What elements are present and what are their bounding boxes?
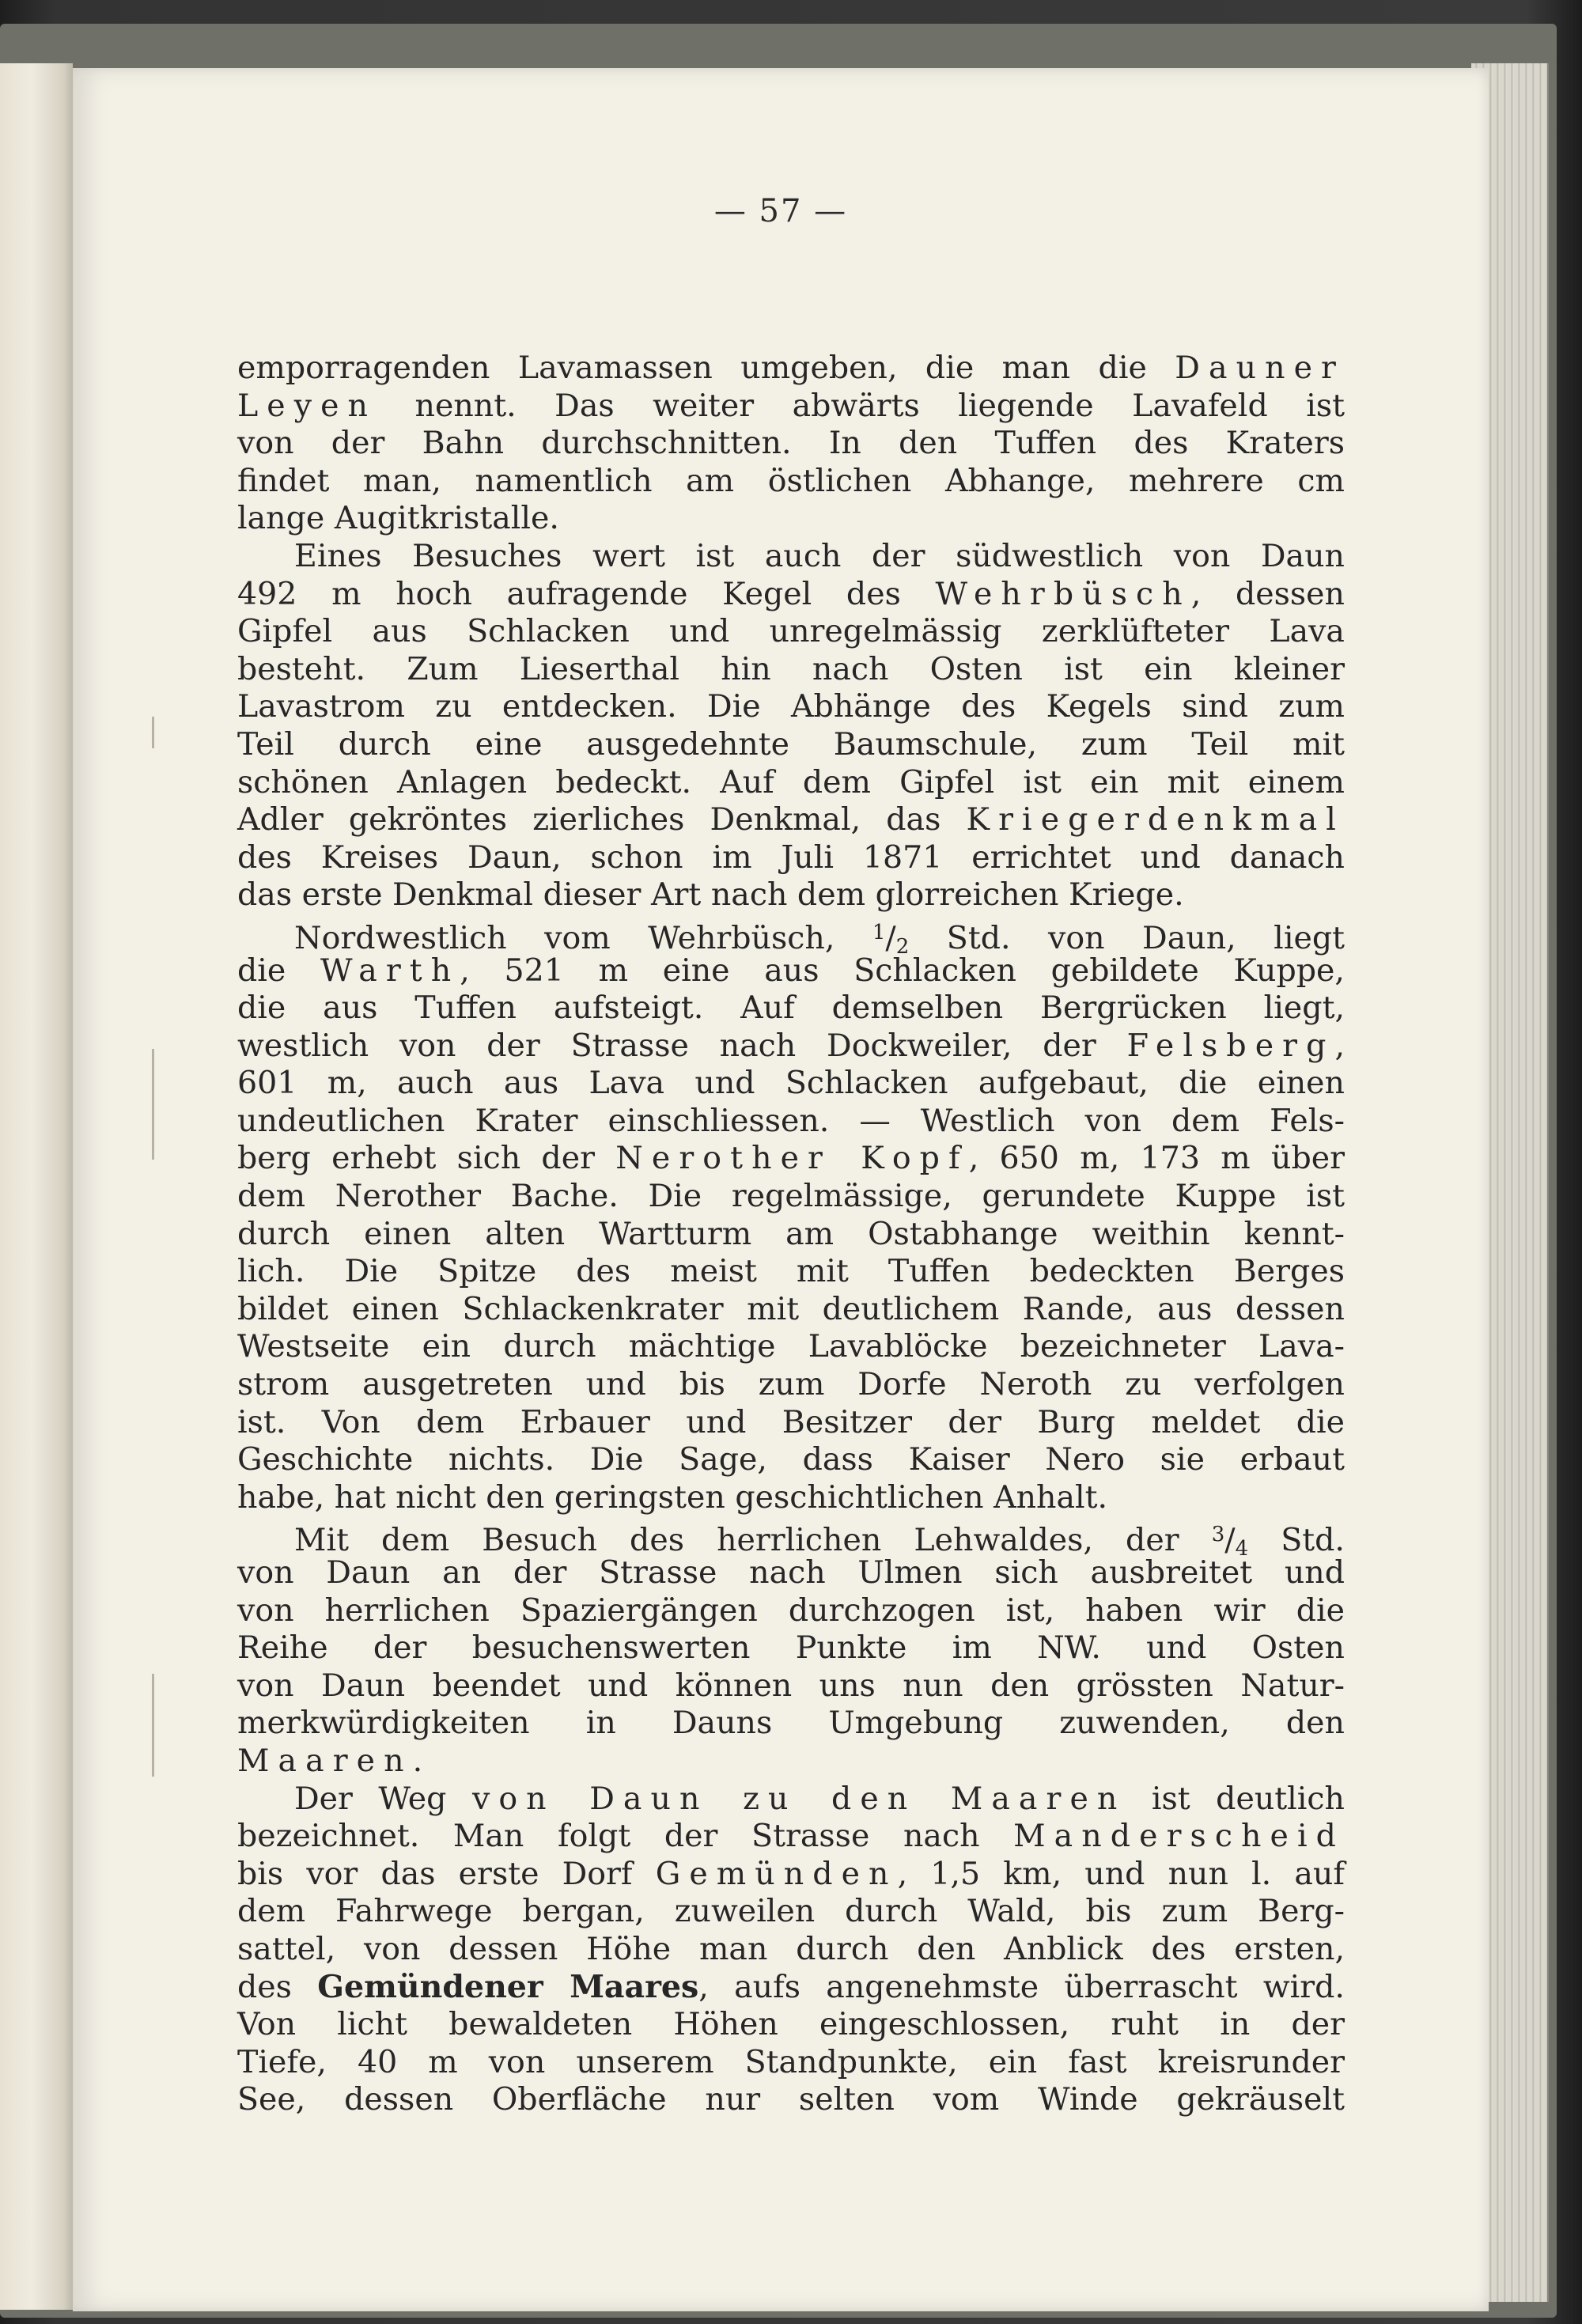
body-text xyxy=(237,350,1345,2119)
text-line: besteht. Zum Lieserthal hin nach Osten ist ein kleiner xyxy=(237,650,1345,687)
text-line: die Warth, 521 m eine aus Schlacken gebildete Kuppe, xyxy=(237,952,1345,989)
text-line: Reihe der besuchenswerten Punkte im NW. und Osten xyxy=(237,1629,1345,1667)
text-line: Eines Besuches wert ist auch der südwestlich von Daun xyxy=(294,537,1345,574)
text-line: merkwürdigkeiten in Dauns Umgebung zuwenden, den xyxy=(237,1705,1345,1742)
text-line: berg erhebt sich der Nerother Kopf, 650 m, 173 m über xyxy=(237,1140,1345,1177)
text-line: bezeichnet. Man folgt der Strasse nach Manderscheid xyxy=(237,1818,1345,1855)
text-line: 601 m, auch aus Lava und Schlacken aufgebaut, die einen xyxy=(237,1065,1345,1102)
text-line: bis vor das erste Dorf Gemünden, 1,5 km, und nun l. auf xyxy=(237,1855,1345,1892)
text-line: Gipfel aus Schlacken und unregelmässig zerklüfteter Lava xyxy=(237,613,1345,650)
text-line: Von licht bewaldeten Höhen eingeschlossen, ruht in der xyxy=(237,2006,1345,2043)
text-line: Maaren. xyxy=(237,1742,423,1779)
text-line: Nordwestlich vom Wehrbüsch, $^1$/2 Std. von Daun, liegt xyxy=(294,919,1345,959)
text-line: See, dessen Oberfläche nur selten vom Winde gekräuselt xyxy=(237,2081,1345,2118)
text-line: durch einen alten Wartturm am Ostabhange weithin kennt- xyxy=(237,1215,1345,1252)
text-line: lange Augitkristalle. xyxy=(237,500,559,537)
text-line: des Gemündener Maares, aufs angenehmste überrascht wird. xyxy=(237,1968,1345,2005)
text-line: von der Bahn durchschnitten. In den Tuffen des Kraters xyxy=(237,425,1345,462)
gutter-mark xyxy=(152,1049,154,1160)
text-line: von herrlichen Spaziergängen durchzogen ist, haben wir die xyxy=(237,1592,1345,1629)
text-line: findet man, namentlich am östlichen Abhange, mehrere cm xyxy=(237,462,1345,499)
text-line: westlich von der Strasse nach Dockweiler, der Felsberg, xyxy=(237,1027,1345,1064)
text-line: die aus Tuffen aufsteigt. Auf demselben Bergrücken liegt, xyxy=(237,990,1345,1027)
text-line: Teil durch eine ausgedehnte Baumschule, zum Teil mit xyxy=(237,725,1345,763)
text-line: Adler gekröntes zierliches Denkmal, das Kriegerdenkmal xyxy=(237,801,1345,838)
text-line: von Daun beendet und können uns nun den grössten Natur- xyxy=(237,1667,1345,1704)
text-line: emporragenden Lavamassen umgeben, die man die Dauner xyxy=(237,350,1345,386)
text-line: dem Nerother Bache. Die regelmässige, gerundete Kuppe ist xyxy=(237,1178,1345,1215)
text-line: Westseite ein durch mächtige Lavablöcke bezeichneter Lava- xyxy=(237,1328,1345,1365)
gutter-mark xyxy=(152,1674,154,1777)
text-line: ist. Von dem Erbauer und Besitzer der Burg meldet die xyxy=(237,1403,1345,1440)
text-line: des Kreises Daun, schon im Juli 1871 errichtet und danach xyxy=(237,838,1345,876)
text-line: Geschichte nichts. Die Sage, dass Kaiser Nero sie erbaut xyxy=(237,1441,1345,1478)
text-line: schönen Anlagen bedeckt. Auf dem Gipfel ist ein mit einem xyxy=(237,763,1345,801)
left-page-edge xyxy=(0,63,73,2310)
text-line: sattel, von dessen Höhe man durch den Anblick des ersten, xyxy=(237,1930,1345,1967)
text-line: Tiefe, 40 m von unserem Standpunkte, ein fast kreisrunder xyxy=(237,2043,1345,2080)
book-page xyxy=(73,68,1489,2311)
text-line: Leyen nennt. Das weiter abwärts liegende Lavafeld ist xyxy=(237,387,1345,424)
text-line: von Daun an der Strasse nach Ulmen sich ausbreitet und xyxy=(237,1554,1345,1591)
text-line: 492 m hoch aufragende Kegel des Wehrbüsch, dessen xyxy=(237,575,1345,612)
text-line: dem Fahrwege bergan, zuweilen durch Wald, bis zum Berg- xyxy=(237,1893,1345,1930)
text-line: undeutlichen Krater einschliessen. — Westlich von dem Fels- xyxy=(237,1102,1345,1139)
text-line: das erste Denkmal dieser Art nach dem glorreichen Kriege. xyxy=(237,876,1184,914)
text-line: Lavastrom zu entdecken. Die Abhänge des Kegels sind zum xyxy=(237,688,1345,725)
text-line: habe, hat nicht den geringsten geschichtlichen Anhalt. xyxy=(237,1478,1108,1516)
text-line: Mit dem Besuch des herrlichen Lehwaldes, der $^3$/4 Std. xyxy=(294,1522,1345,1561)
gutter-mark xyxy=(152,717,154,748)
text-line: bildet einen Schlackenkrater mit deutlichem Rande, aus dessen xyxy=(237,1290,1345,1327)
text-line: strom ausgetreten und bis zum Dorfe Neroth zu verfolgen xyxy=(237,1366,1345,1403)
text-line: lich. Die Spitze des meist mit Tuffen bedeckten Berges xyxy=(237,1253,1345,1290)
text-line: Der Weg von Daun zu den Maaren ist deutlich xyxy=(294,1780,1345,1817)
page-number: — 57 — xyxy=(713,193,848,229)
